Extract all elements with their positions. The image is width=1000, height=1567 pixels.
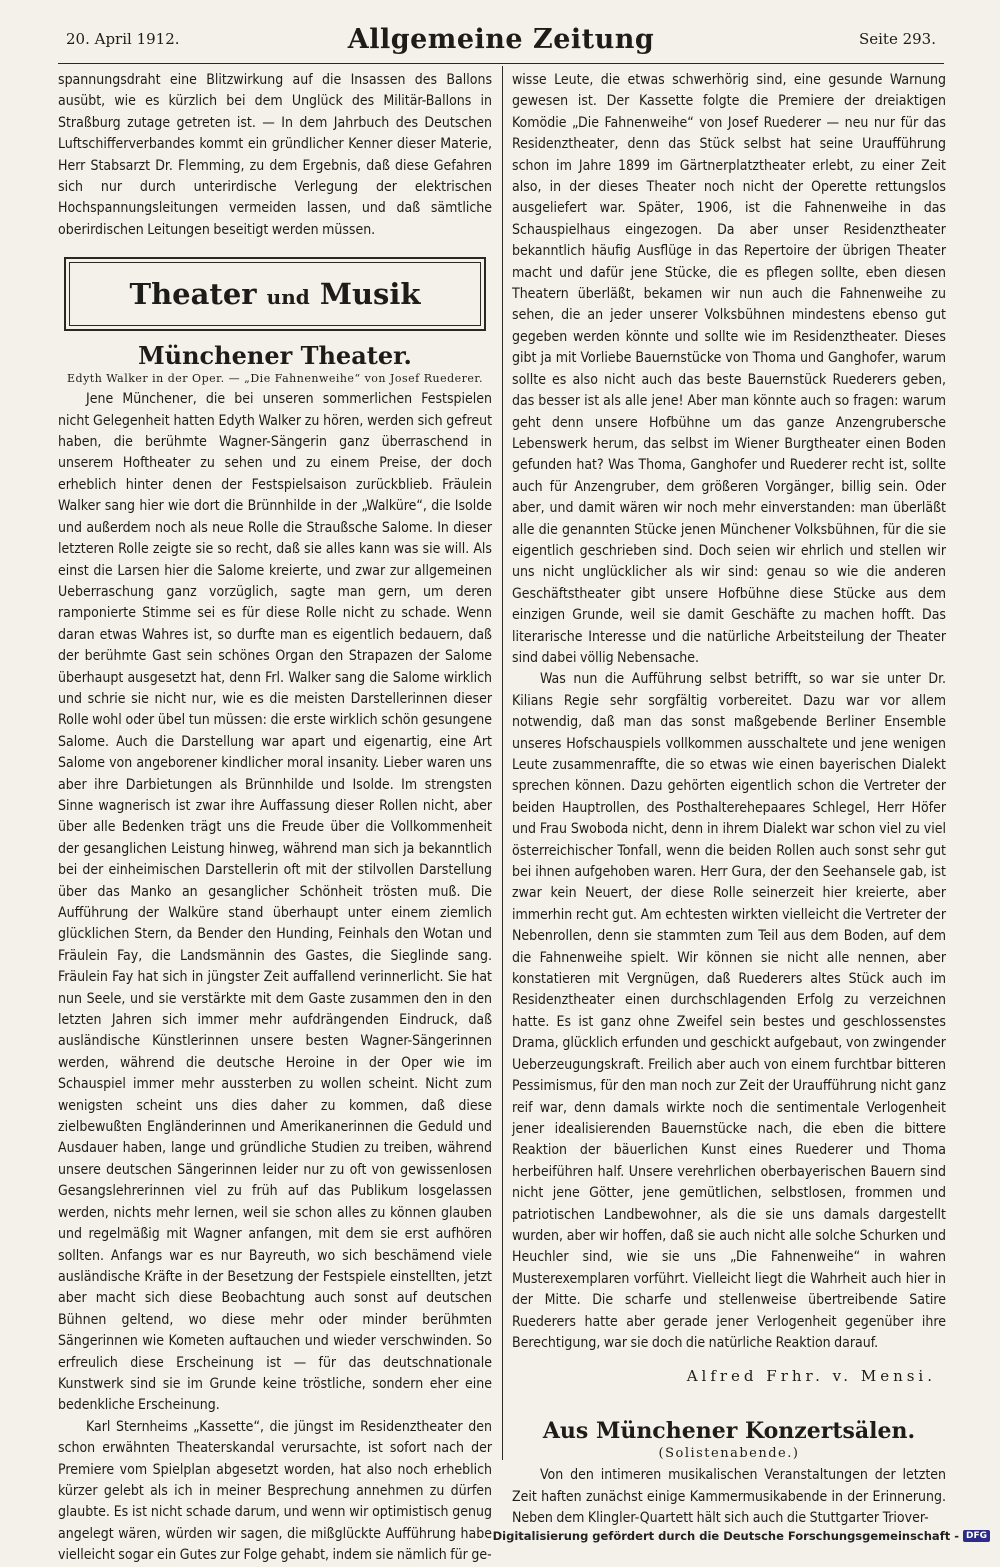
newspaper-title: Allgemeine Zeitung [347,24,655,55]
issue-date: 20. April 1912. [66,30,180,48]
article2-title: Aus Münchener Konzertsälen. [542,1418,916,1445]
article-paragraph: Karl Sternheims „Kassette“, die jüngst im Residenztheater den schon erwähnten Theaterskandal verursachte, ist sofort nach der Premiere vom Spielplan abgesetzt worden, hat also noch erheblich kürzer gelebt als ich in meiner Besprechung annehmen zu dürfen glaubte. Es ist nicht schade darum, und wenn wir optimistisch genug angelegt wären, würden wir sagen, die mißglückte Aufführung habe vielleicht sogar ein Gutes zur Folge gehabt, indem sie nämlich für ge- [58,1418,492,1564]
page-number: Seite 293. [858,30,936,48]
article2-subtitle: (Solistenabende.) [658,1446,800,1462]
intro-paragraph: spannungsdraht eine Blitzwirkung auf die Insassen des Ballons ausübt, wie es kürzlich bei dem Unglück des Militär-Ballons in Straßburg zutage getreten ist. — In dem Jahrbuch des Deutschen Luftschifferverbandes kommt ein gründlicher Kenner dieser Materie, Herr Stabsarzt Dr. Flemming, zu dem Ergebnis, daß diese Gefahren sich nur durch unterirdische Verlegung der elektrischen Hochspannungsleitungen vermeiden lassen, und daß sämtliche oberirdischen Leitungen beseitigt werden müssen. [58,72,492,238]
article-paragraph: Von den intimeren musikalischen Veranstaltungen der letzten Zeit haften zunächst einige Kammermusikabende in der Erinnerung. Neben dem Klingler-Quartett hält sich auch die Stuttgarter Triover- [512,1467,946,1527]
header-rule [58,63,944,64]
dfg-logo-icon: DFG [963,1530,990,1542]
article-paragraph: Was nun die Aufführung selbst betrifft, so war sie unter Dr. Kilians Regie sehr sorgfältig vorbereitet. Dazu war vor allem notwendig, daß man das sonst maßgebende Berliner Ensemble unseres Hofschauspiels vollkommen ausschaltete und jene wenigen Leute zusammenraffte, die so etwas wie einen bayerischen Dialekt sprechen können. Dazu gehörten eigentlich schon die Vertreter der beiden Hauptrollen, des Posthalterehepaares Schlegel, Herr Höfer und Frau Swoboda nicht, denn in ihrem Dialekt war schon viel zu viel österreichischer Tonfall, wenn die beiden Rollen auch sonst sehr gut bei ihnen aufgehoben waren. Herr Gura, der den Seehansele gab, ist zwar kein Neuert, der diese Rolle seinerzeit hier kreierte, aber immerhin recht gut. Am echtesten wirkten vielleicht die Vertreter der Nebenrollen, denn sie stammten zum Teil aus dem Boden, auf dem die Fahnenweihe spielt. Wir können sie nicht alle nennen, aber konstatieren mit Vergnügen, daß Ruederers altes Stück auch im Residenztheater einen durchschlagenden Erfolg zu verzeichnen hatte. Es ist ganz ohne Zweifel sein bestes und geschlossenstes Drama, glücklich erfunden und geschickt aufgebaut, von zwingender Ueberzeugungskraft. Freilich aber auch von einem furchtbar bitteren Pessimismus, für den man noch zur Zeit der Uraufführung nicht ganz reif war, denn damals wirkte noch die sentimentale Verlogenheit jener idealisierenden Bauernstücke nach, die eben die bittere Reaktion der bäuerlichen Kunst eines Ruederer und Thoma herbeiführen half. Unsere verehrlichen oberbayerischen Bauern sind nicht jene Götter, jene gemütlichen, selbstlosen, frommen und patriotischen Landbewohner, als die sie uns damals dargestellt wurden, aber wir hoffen, daß sie auch nicht alle solche Schurken und Heuchler sind, wie sie uns „Die Fahnenweihe“ in wahren Musterexemplaren vorführt. Vielleicht liegt die Wahrheit auch hier in der Mitte. Die scharfe und stellenweise übertreibende Satire Ruederers hatte aber gerade jener Verlogenheit gegenüber ihre Berechtigung, war sie doch die natürliche Reaktion darauf. [512,671,946,1351]
column-divider [502,66,503,1460]
running-head [66,24,936,60]
article-paragraph: wisse Leute, die etwas schwerhörig sind, eine gesunde Warnung gewesen ist. Der Kassette folgte die Premiere der dreiaktigen Komödie „Die Fahnenweihe“ von Josef Ruederer — neu nur für das Residenztheater, denn das Stück selbst hat seine Uraufführung schon im Jahre 1899 im Gärtnerplatztheater erlebt, zu einer Zeit also, in der dieses Theater noch nicht der Operette rettungslos ausgeliefert war. Später, 1906, ist die Fahnenweihe in das Schauspielhaus eingezogen. Da aber unser Residenztheater bekanntlich häufig Ausflüge in das Repertoire der übrigen Theater macht und dafür jene Stücke, die es pflegen sollte, eben diesen Theatern überläßt, bekamen wir nun auch die Fahnenweihe zu sehen, die an jeder unserer Volksbühnen mindestens ebenso gut gegeben werden könnte und sollte wie im Residenztheater. Dieses gibt ja mit Vorliebe Bauernstücke von Thoma und Ganghofer, warum sollte es also nicht auch das beste Bauernstück Ruederers geben, das besser ist als alle jene! Aber man könnte auch so fragen: warum geht denn unsere Hofbühne um das ganze Anzengrubersche Lebenswerk herum, das selbst im Wiener Burgtheater einen Boden gefunden hat? Was Thoma, Ganghofer und Ruederer recht ist, sollte auch für Anzengruber, dem größeren Vorgänger, billig sein. Oder aber, und damit wären wir noch mehr einverstanden: man überläßt alle die genannten Stücke jenen Münchener Volksbühnen, für die sie eigentlich geschrieben sind. Doch seien wir ehrlich und stellen wir uns nicht unglücklicher als wir sind: genau so wie die anderen Geschäftstheater gibt unsere Hofbühne diese Stücke aus dem einzigen Grunde, weil sie damit Geschäfte zu machen hofft. Das literarische Interesse und die natürliche Arbeitsteilung der Theater sind dabei völlig Nebensache. [512,72,946,666]
article-paragraph: Jene Münchener, die bei unseren sommerlichen Festspielen nicht Gelegenheit hatten Edyth Walker zu hören, werden sich gefreut haben, die berühmte Wagner-Sängerin ganz überraschend in unserem Hoftheater zu sehen und zu einem Preise, der doch erheblich hinter denen der Festspielsaison zurückblieb. Fräulein Walker sang hier wie dort die Brünnhilde in der „Walküre“, die Isolde und außerdem noch als neue Rolle die Straußsche Salome. In dieser letzteren Rolle zeigte sie so recht, daß sie alles kann was sie will. Als einst die Larsen hier die Salome kreierte, und zwar zur allgemeinen Ueberraschung ganz vorzüglich, sagte man gern, um deren ramponierte Stimme sei es für diese Rolle nicht zu schade. Wenn daran etwas Wahres ist, so durfte man es eigentlich bedauern, daß der berühmte Gast sein schönes Organ den Strapazen der Salome überhaupt ausgesetzt hat, denn Frl. Walker sang die Salome wirklich und schrie sie nicht nur, wie es die meisten Darstellerinnen dieser Rolle wohl oder übel tun müssen: die erste wirklich schön gesungene Salome. Auch die Darstellung war apart und eigenartig, eine Art Salome von angeborener kindlicher moral insanity. Lieber waren uns aber ihre Darbietungen als Brünnhilde und Isolde. Im strengsten Sinne wagnerisch ist zwar ihre Auffassung dieser Rollen nicht, aber über alle Bedenken trägt uns die Freude über die Vollkommenheit der gesanglichen Leistung hinweg, während man sich ja bekanntlich bei der einheimischen Darstellerin oft mit der stilvollen Darstellung über das Manko an gesanglicher Schönheit trösten muß. Die Aufführung der Walküre stand überhaupt unter einem ziemlich glücklichen Stern, da Bender den Hunding, Feinhals den Wotan und Fräulein Fay, die Landsmännin des Gastes, die Sieglinde sang. Fräulein Fay hat sich in jüngster Zeit auffallend verinnerlicht. Sie hat nun Seele, und sie verstärkte mit dem Gaste zusammen den in den letzten Jahren sich immer mehr aufdrängenden Eindruck, daß ausländische Künstlerinnen unsere besten Wagner-Sängerinnen werden, während die deutsche Heroine in der Oper wie im Schauspiel immer mehr aussterben zu wollen scheint. Nicht zum wenigsten scheint uns dies daher zu kommen, daß diese zielbewußten Engländerinnen und Amerikanerinnen die Geduld und Ausdauer haben, lange und gründliche Studien zu treiben, während unsere deutschen Sängerinnen leider nur zu oft von gewissenlosen Gesangslehrerinnen viel zu früh auf das Publikum losgelassen werden, nichts mehr lernen, weil sie schon alles zu können glauben und regelmäßig mit Wagner anfangen, mit dem sie erst aufhören sollten. Anfangs war es nur Bayreuth, wo sich beschämend viele ausländische Kräfte in der Besetzung der Festspiele einstellten, jetzt aber macht sich diese Beobachtung auch sonst auf deutschen Bühnen geltend, wo diese mehr oder minder berühmten Sängerinnen wie Kometen auftauchen und wieder verschwinden. So erfreulich diese Erscheinung ist — für das deutschnationale Kunstwerk sind sie im Grunde keine tröstliche, sondern eher eine bedenkliche Erscheinung. [58,391,492,1414]
article-subtitle: Edyth Walker in der Oper. — „Die Fahnenweihe“ von Josef Ruederer. [67,372,483,386]
section-banner [64,257,486,331]
article-title: Münchener Theater. [138,341,412,371]
right-column [512,70,946,1530]
section-title: Theater und Musik [129,277,421,312]
left-column [58,70,492,1567]
footer-text: Digitalisierung gefördert durch die Deutsche Forschungsgemeinschaft - [492,1529,959,1543]
author-signature: Alfred Frhr. v. Mensi. [686,1367,936,1386]
digitization-footer [493,1529,990,1543]
